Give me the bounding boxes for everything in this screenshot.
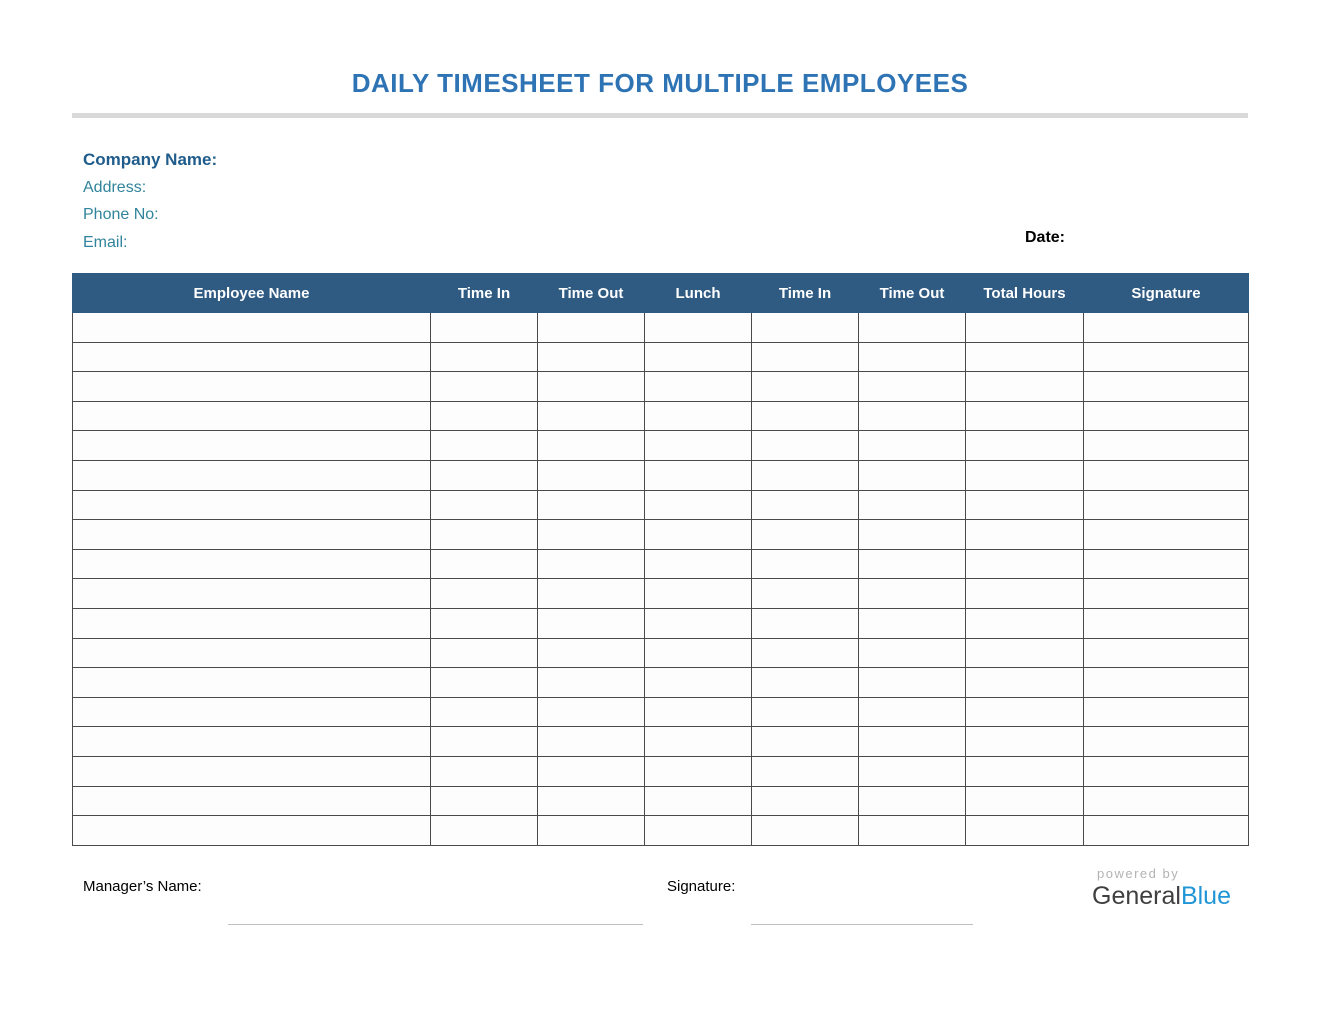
empty-cell	[431, 490, 538, 520]
empty-cell	[1084, 756, 1249, 786]
empty-cell	[73, 313, 431, 343]
empty-cell	[859, 460, 966, 490]
empty-cell	[431, 549, 538, 579]
table-row	[73, 372, 1249, 402]
empty-cell	[752, 372, 859, 402]
empty-cell	[1084, 313, 1249, 343]
empty-cell	[966, 727, 1084, 757]
manager-name-label: Manager’s Name:	[83, 878, 202, 895]
empty-cell	[859, 342, 966, 372]
empty-cell	[645, 490, 752, 520]
brand-general-text: General	[1092, 882, 1181, 910]
empty-cell	[645, 431, 752, 461]
empty-cell	[431, 697, 538, 727]
empty-cell	[752, 786, 859, 816]
empty-cell	[966, 401, 1084, 431]
empty-cell	[73, 549, 431, 579]
empty-cell	[538, 668, 645, 698]
empty-cell	[859, 520, 966, 550]
table-row	[73, 460, 1249, 490]
empty-cell	[73, 756, 431, 786]
empty-cell	[73, 520, 431, 550]
phone-label: Phone No:	[83, 206, 159, 223]
powered-by-text: powered by	[1097, 866, 1180, 881]
table-row	[73, 756, 1249, 786]
empty-cell	[752, 608, 859, 638]
column-header-time-in: Time In	[752, 274, 859, 313]
empty-cell	[1084, 786, 1249, 816]
empty-cell	[966, 668, 1084, 698]
empty-cell	[859, 668, 966, 698]
empty-cell	[73, 638, 431, 668]
empty-cell	[645, 549, 752, 579]
brand-blue-text: Blue	[1180, 882, 1231, 910]
empty-cell	[73, 490, 431, 520]
empty-cell	[73, 786, 431, 816]
empty-cell	[431, 756, 538, 786]
empty-cell	[538, 697, 645, 727]
empty-cell	[966, 313, 1084, 343]
column-header-time-out: Time Out	[538, 274, 645, 313]
empty-cell	[431, 786, 538, 816]
empty-cell	[752, 460, 859, 490]
empty-cell	[859, 313, 966, 343]
table-row	[73, 697, 1249, 727]
table-row	[73, 549, 1249, 579]
email-label: Email:	[83, 233, 128, 251]
brand-logo	[1092, 866, 1248, 909]
empty-cell	[966, 697, 1084, 727]
empty-cell	[645, 668, 752, 698]
empty-cell	[538, 608, 645, 638]
table-row	[73, 816, 1249, 846]
empty-cell	[1084, 579, 1249, 609]
empty-cell	[538, 490, 645, 520]
table-row	[73, 668, 1249, 698]
empty-cell	[538, 816, 645, 846]
empty-cell	[73, 431, 431, 461]
table-row	[73, 608, 1249, 638]
empty-cell	[73, 816, 431, 846]
empty-cell	[752, 431, 859, 461]
empty-cell	[752, 549, 859, 579]
empty-cell	[431, 638, 538, 668]
empty-cell	[1084, 668, 1249, 698]
column-header-lunch: Lunch	[645, 274, 752, 313]
empty-cell	[73, 460, 431, 490]
empty-cell	[752, 313, 859, 343]
empty-cell	[752, 579, 859, 609]
table-row	[73, 727, 1249, 757]
table-row	[73, 342, 1249, 372]
empty-cell	[752, 727, 859, 757]
empty-cell	[538, 342, 645, 372]
empty-cell	[966, 608, 1084, 638]
empty-cell	[73, 727, 431, 757]
empty-cell	[645, 756, 752, 786]
empty-cell	[538, 727, 645, 757]
empty-cell	[431, 727, 538, 757]
empty-cell	[1084, 342, 1249, 372]
empty-cell	[431, 520, 538, 550]
empty-cell	[431, 401, 538, 431]
empty-cell	[752, 668, 859, 698]
empty-cell	[859, 431, 966, 461]
empty-cell	[859, 490, 966, 520]
empty-cell	[1084, 697, 1249, 727]
empty-cell	[538, 401, 645, 431]
empty-cell	[966, 460, 1084, 490]
empty-cell	[859, 727, 966, 757]
empty-cell	[538, 549, 645, 579]
empty-cell	[859, 638, 966, 668]
empty-cell	[1084, 816, 1249, 846]
empty-cell	[859, 401, 966, 431]
empty-cell	[73, 668, 431, 698]
empty-cell	[859, 756, 966, 786]
empty-cell	[645, 520, 752, 550]
column-header-employee-name: Employee Name	[73, 274, 431, 313]
empty-cell	[431, 668, 538, 698]
empty-cell	[752, 490, 859, 520]
empty-cell	[538, 638, 645, 668]
empty-cell	[645, 401, 752, 431]
empty-cell	[1084, 372, 1249, 402]
empty-cell	[752, 520, 859, 550]
empty-cell	[1084, 431, 1249, 461]
empty-cell	[73, 697, 431, 727]
empty-cell	[966, 756, 1084, 786]
title-divider	[72, 113, 1248, 118]
empty-cell	[645, 638, 752, 668]
empty-cell	[645, 727, 752, 757]
empty-cell	[1084, 460, 1249, 490]
empty-cell	[73, 579, 431, 609]
empty-cell	[859, 816, 966, 846]
empty-cell	[1084, 520, 1249, 550]
empty-cell	[73, 608, 431, 638]
empty-cell	[538, 313, 645, 343]
signature-line	[751, 924, 973, 925]
signature-label: Signature:	[667, 878, 736, 895]
table-header-row	[73, 274, 1249, 313]
empty-cell	[966, 372, 1084, 402]
empty-cell	[645, 608, 752, 638]
empty-cell	[538, 786, 645, 816]
empty-cell	[538, 431, 645, 461]
empty-cell	[431, 608, 538, 638]
empty-cell	[431, 460, 538, 490]
table-row	[73, 431, 1249, 461]
empty-cell	[966, 431, 1084, 461]
company-name-label: Company Name:	[83, 150, 218, 169]
table-row	[73, 638, 1249, 668]
empty-cell	[538, 756, 645, 786]
empty-cell	[859, 697, 966, 727]
empty-cell	[645, 372, 752, 402]
empty-cell	[752, 816, 859, 846]
column-header-time-in: Time In	[431, 274, 538, 313]
empty-cell	[859, 608, 966, 638]
empty-cell	[1084, 549, 1249, 579]
empty-cell	[966, 549, 1084, 579]
empty-cell	[1084, 490, 1249, 520]
empty-cell	[431, 816, 538, 846]
empty-cell	[645, 697, 752, 727]
empty-cell	[431, 579, 538, 609]
empty-cell	[1084, 727, 1249, 757]
empty-cell	[645, 816, 752, 846]
empty-cell	[966, 490, 1084, 520]
empty-cell	[645, 313, 752, 343]
empty-cell	[538, 579, 645, 609]
empty-cell	[645, 342, 752, 372]
empty-cell	[431, 342, 538, 372]
empty-cell	[73, 372, 431, 402]
empty-cell	[431, 431, 538, 461]
empty-cell	[752, 401, 859, 431]
table-row	[73, 490, 1249, 520]
empty-cell	[859, 786, 966, 816]
column-header-total-hours: Total Hours	[966, 274, 1084, 313]
timesheet-table	[72, 273, 1249, 846]
empty-cell	[966, 520, 1084, 550]
empty-cell	[859, 372, 966, 402]
empty-cell	[966, 579, 1084, 609]
empty-cell	[752, 697, 859, 727]
empty-cell	[1084, 401, 1249, 431]
empty-cell	[538, 460, 645, 490]
empty-cell	[431, 372, 538, 402]
table-row	[73, 313, 1249, 343]
empty-cell	[73, 401, 431, 431]
empty-cell	[538, 372, 645, 402]
empty-cell	[966, 786, 1084, 816]
company-info-block	[83, 146, 217, 256]
page-title: DAILY TIMESHEET FOR MULTIPLE EMPLOYEES	[351, 68, 969, 98]
empty-cell	[966, 342, 1084, 372]
empty-cell	[538, 520, 645, 550]
empty-cell	[966, 638, 1084, 668]
manager-name-line	[228, 924, 643, 925]
brand-name	[1092, 882, 1231, 910]
empty-cell	[431, 313, 538, 343]
empty-cell	[645, 786, 752, 816]
empty-cell	[645, 579, 752, 609]
empty-cell	[752, 638, 859, 668]
address-label: Address:	[83, 178, 147, 196]
empty-cell	[752, 756, 859, 786]
empty-cell	[859, 549, 966, 579]
empty-cell	[645, 460, 752, 490]
empty-cell	[73, 342, 431, 372]
empty-cell	[966, 816, 1084, 846]
table-row	[73, 786, 1249, 816]
empty-cell	[1084, 608, 1249, 638]
column-header-signature: Signature	[1084, 274, 1249, 313]
table-row	[73, 520, 1249, 550]
table-row	[73, 401, 1249, 431]
table-row	[73, 579, 1249, 609]
empty-cell	[859, 579, 966, 609]
column-header-time-out: Time Out	[859, 274, 966, 313]
empty-cell	[1084, 638, 1249, 668]
empty-cell	[752, 342, 859, 372]
date-label: Date:	[1025, 229, 1066, 246]
